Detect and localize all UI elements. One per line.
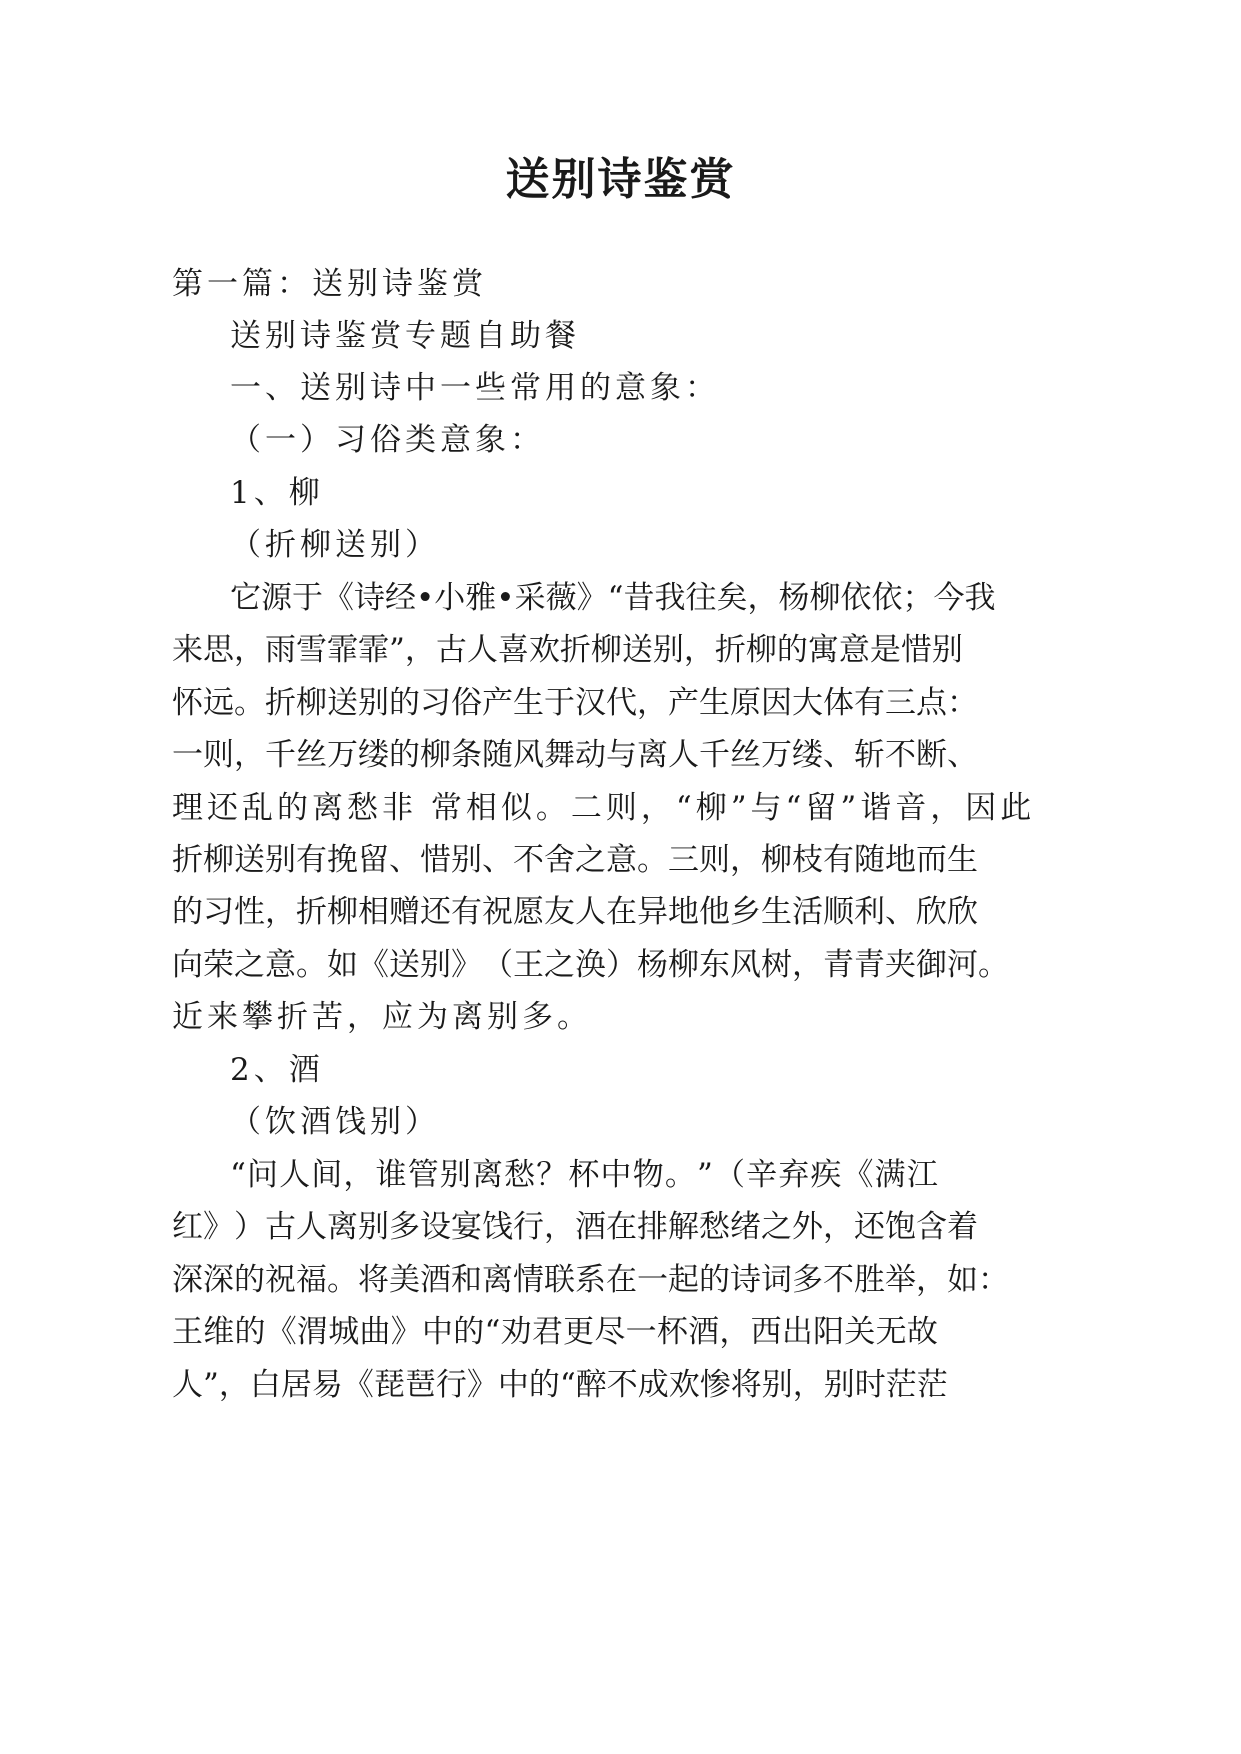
- text-line: （一）习俗类意象：: [230, 422, 545, 458]
- text-line: 一 则 ， 千 丝 万 缕 的 柳 条 随 风 舞 动 与 离 人 千 丝 万 缕 、 斩 不 断 、: [172, 737, 978, 773]
- text-line: （饮酒饯别）: [230, 1104, 440, 1140]
- text-line: 近来攀折苦，应为离别多。: [172, 999, 592, 1035]
- text-line: 的 习 性 ， 折 柳 相 赠 还 有 祝 愿 友 人 在 异 地 他 乡 生 活 顺 利 、 欣 欣: [172, 894, 978, 930]
- text-line: 人 ” ， 白 居 易 《 琵 琶 行 》 中 的 “ 醉 不 成 欢 惨 将 别 ， 别 时 茫 茫: [172, 1367, 948, 1403]
- text-line: “ 问 人 间 ， 谁 管 别 离 愁 ？ 杯 中 物 。 ” （ 辛 弃 疾 《 满 江: [230, 1157, 938, 1193]
- text-line: 来 思 ， 雨 雪 霏 霏 ” ， 古 人 喜 欢 折 柳 送 别 ， 折 柳 的 寓 意 是 惜 别: [172, 632, 963, 668]
- text-line: 王 维 的 《 渭 城 曲 》 中 的 “ 劝 君 更 尽 一 杯 酒 ， 西 出 阳 关 无 故: [172, 1314, 938, 1350]
- text-line: 送别诗鉴赏专题自助餐: [230, 318, 580, 354]
- text-line: （折柳送别）: [230, 527, 440, 563]
- text-line: 它 源 于 《 诗 经 • 小 雅 • 采 薇 》 “ 昔 我 往 矣 ， 杨 柳 依 依 ； 今 我: [230, 580, 996, 616]
- text-line: 1、柳: [230, 475, 324, 511]
- text-line: 一、送别诗中一些常用的意象：: [230, 370, 720, 406]
- text-line: 2、酒: [230, 1052, 324, 1088]
- text-line: 理还乱的离愁非 常相似。二则，“柳”与“留”谐音，因此: [172, 790, 1036, 826]
- text-line: 折 柳 送 别 有 挽 留 、 惜 别 、 不 舍 之 意 。 三 则 ， 柳 枝 有 随 地 而 生: [172, 842, 978, 878]
- text-line: 第一篇：送别诗鉴赏: [172, 266, 487, 302]
- text-line: 深 深 的 祝 福 。 将 美 酒 和 离 情 联 系 在 一 起 的 诗 词 多 不 胜 举 ， 如 ：: [172, 1262, 1009, 1298]
- document-title: 送别诗鉴赏: [505, 154, 736, 205]
- text-line: 向 荣 之 意 。 如 《 送 别 》 （ 王 之 涣 ） 杨 柳 东 风 树 ， 青 青 夹 御 河 。: [172, 947, 1009, 983]
- text-line: 怀 远 。 折 柳 送 别 的 习 俗 产 生 于 汉 代 ， 产 生 原 因 大 体 有 三 点 ：: [172, 685, 978, 721]
- text-line: 红 》 ） 古 人 离 别 多 设 宴 饯 行 ， 酒 在 排 解 愁 绪 之 外 ， 还 饱 含 着: [172, 1209, 978, 1245]
